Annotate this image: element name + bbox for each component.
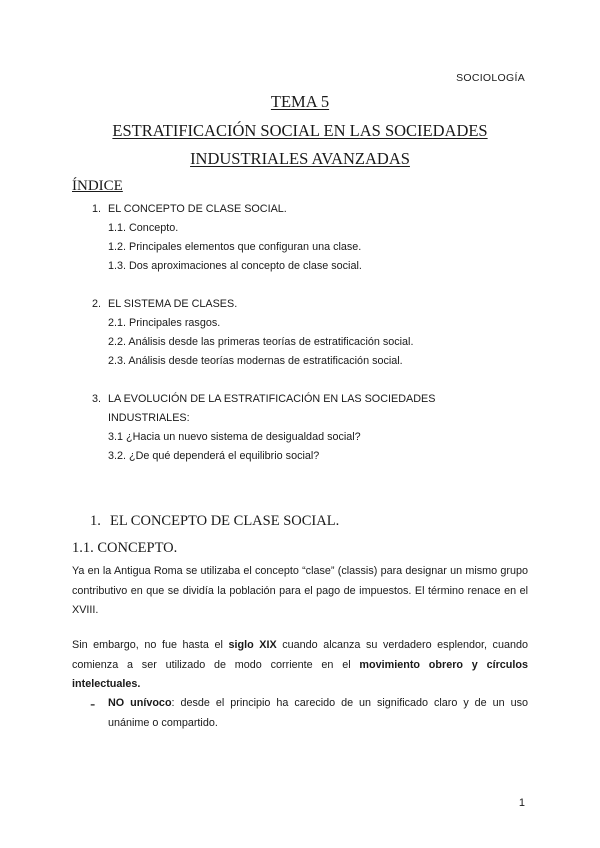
index-section-1 — [92, 203, 287, 215]
index-item: 1.2. Principales elementos que configuran una clase. — [108, 241, 362, 253]
index-section-number: 1. — [92, 203, 102, 215]
index-section-3 — [92, 393, 435, 405]
index-item: 3.2. ¿De qué dependerá el equilibrio social? — [108, 450, 320, 462]
subsection-heading: 1.1. CONCEPTO. — [72, 540, 178, 556]
bullet-text: : desde el principio ha carecido de un significado claro y de un uso unánime o compartido. — [108, 697, 529, 729]
bold-term: NO unívoco — [108, 697, 172, 709]
title-line-1: TEMA 5 — [270, 92, 330, 111]
section-heading — [90, 513, 339, 530]
index-item: 2.3. Análisis desde teorías modernas de estratificación social. — [108, 355, 403, 367]
paragraph-text: cuando alcanza su verdadero esplendor, cuando comienza a ser utilizado de modo corriente en el — [72, 639, 528, 671]
section-number: 1. — [90, 513, 101, 529]
index-section-title-continued: INDUSTRIALES: — [108, 412, 190, 424]
index-item: 1.1. Concepto. — [108, 222, 179, 234]
subject-header: SOCIOLOGÍA — [456, 72, 525, 84]
section-title: EL CONCEPTO DE CLASE SOCIAL. — [110, 513, 340, 529]
bold-term: siglo XIX — [228, 639, 277, 651]
page-number: 1 — [518, 797, 525, 809]
title-line-2: ESTRATIFICACIÓN SOCIAL EN LAS SOCIEDADES — [112, 121, 488, 140]
paragraph-text: Sin embargo, no fue hasta el — [72, 639, 229, 651]
index-item: 3.1 ¿Hacia un nuevo sistema de desigualdad social? — [108, 431, 361, 443]
bold-term: movimiento obrero y círculos intelectuales. — [72, 658, 528, 691]
index-item: 2.1. Principales rasgos. — [108, 317, 221, 329]
bullet-item — [108, 694, 528, 733]
index-section-title: EL SISTEMA DE CLASES. — [108, 298, 238, 310]
index-section-2 — [92, 298, 237, 310]
paragraph-1: Ya en la Antigua Roma se utilizaba el concepto “clase” (classis) para designar un mismo grupo contributivo en que se dividía la población para el pago de impuestos. El término renace en el XVIII. — [72, 565, 528, 617]
index-section-number: 3. — [92, 393, 102, 405]
paragraph-2 — [72, 636, 528, 695]
index-heading: ÍNDICE — [72, 178, 123, 194]
title-line-3: INDUSTRIALES AVANZADAS — [190, 149, 410, 168]
index-section-title: LA EVOLUCIÓN DE LA ESTRATIFICACIÓN EN LAS SOCIEDADES — [108, 393, 436, 405]
index-item: 1.3. Dos aproximaciones al concepto de clase social. — [108, 260, 362, 272]
index-section-number: 2. — [92, 298, 102, 310]
index-section-title: EL CONCEPTO DE CLASE SOCIAL. — [108, 203, 287, 215]
bullet-marker: - — [90, 696, 96, 713]
index-item: 2.2. Análisis desde las primeras teorías de estratificación social. — [108, 336, 414, 348]
